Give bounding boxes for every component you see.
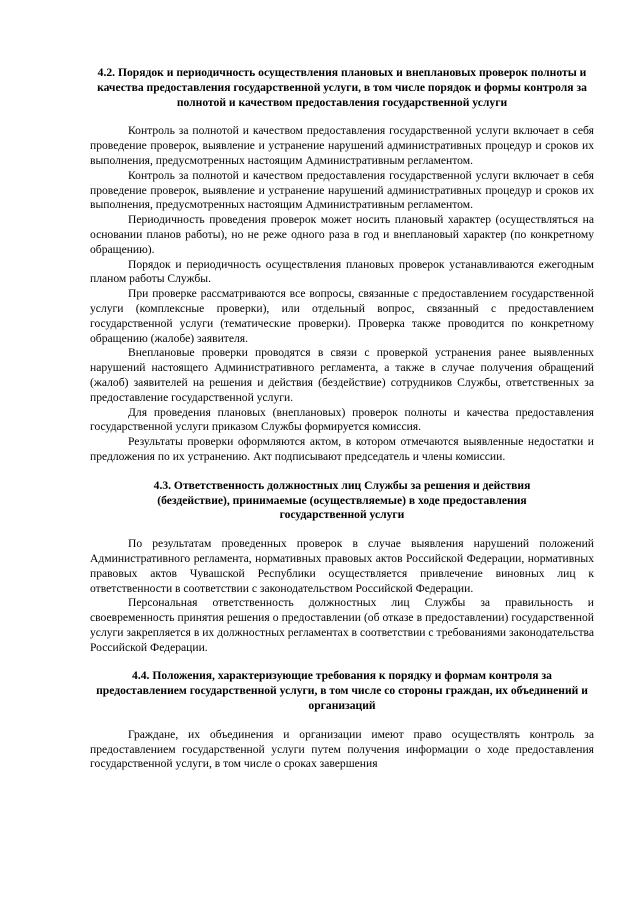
section-heading-4-4: 4.4. Положения, характеризующие требования к порядку и формам контроля за предоставлением государственной услуги, в том числе со стороны граждан, их объединений и организаций <box>96 669 588 713</box>
paragraph: Персональная ответственность должностных лиц Службы за правильность и своевременность принятия решения о предоставлении (об отказе в предоставлении) государственной услуги закрепляется в их должностных регламентах в соответствии с требованиями законодательства Российской Федерации. <box>90 596 594 654</box>
paragraph: При проверке рассматриваются все вопросы, связанные с предоставлением государственной услуги (комплексные проверки), или отдельный вопрос, связанный с предоставлением государственной услуги (тематические проверки). Проверка также проводится по конкретному обращению (жалобе) заявителя. <box>90 287 594 345</box>
document-body <box>90 66 594 772</box>
paragraph: Граждане, их объединения и организации имеют право осуществлять контроль за предоставлением государственной услуги путем получения информации о ходе предоставления государственной услуги, в том числе о сроках завершения <box>90 727 594 771</box>
paragraph: Контроль за полнотой и качеством предоставления государственной услуги включает в себя проведение проверок, выявление и устранение нарушений административных процедур и сроков их выполнения, предусмотренных настоящим Административным регламентом. <box>90 168 594 212</box>
paragraph: Контроль за полнотой и качеством предоставления государственной услуги включает в себя проведение проверок, выявление и устранение нарушений административных процедур и сроков их выполнения, предусмотренных настоящим Административным регламентом. <box>90 124 594 167</box>
paragraph: Внеплановые проверки проводятся в связи с проверкой устранения ранее выявленных нарушений настоящего Административного регламента, а также в случае получения обращений (жалоб) заявителей на решения и действия (бездействие) сотрудников Службы, ответственных за предоставление государственной услуги. <box>90 346 594 404</box>
section-heading-4-3: 4.3. Ответственность должностных лиц Службы за решения и действия (бездействие), принимаемые (осуществляемые) в ходе предоставления государственной услуги <box>153 478 531 522</box>
paragraph: По результатам проведенных проверок в случае выявления нарушений положений Административного регламента, нормативных правовых актов Российской Федерации, нормативных правовых актов Чувашской Республики осуществляется привлечение виновных лиц к ответственности в соответствии с законодательством Российской Федерации. <box>90 537 594 595</box>
paragraph: Периодичность проведения проверок может носить плановый характер (осуществляться на основании планов работы), но не реже одного раза в год и внеплановый характер (по конкретному обращению). <box>90 213 594 256</box>
paragraph: Для проведения плановых (внеплановых) проверок полноты и качества предоставления государственной услуги приказом Службы формируется комиссия. <box>90 405 594 434</box>
paragraph: Порядок и периодичность осуществления плановых проверок устанавливаются ежегодным планом работы Службы. <box>90 257 594 286</box>
section-heading-4-2: 4.2. Порядок и периодичность осуществления плановых и внеплановых проверок полноты и качества предоставления государственной услуги, в том числе порядок и формы контроля за полнотой и качеством предоставления государственной услуги <box>97 66 587 109</box>
paragraph: Результаты проверки оформляются актом, в котором отмечаются выявленные недостатки и предложения по их устранению. Акт подписывают председатель и члены комиссии. <box>90 435 594 463</box>
